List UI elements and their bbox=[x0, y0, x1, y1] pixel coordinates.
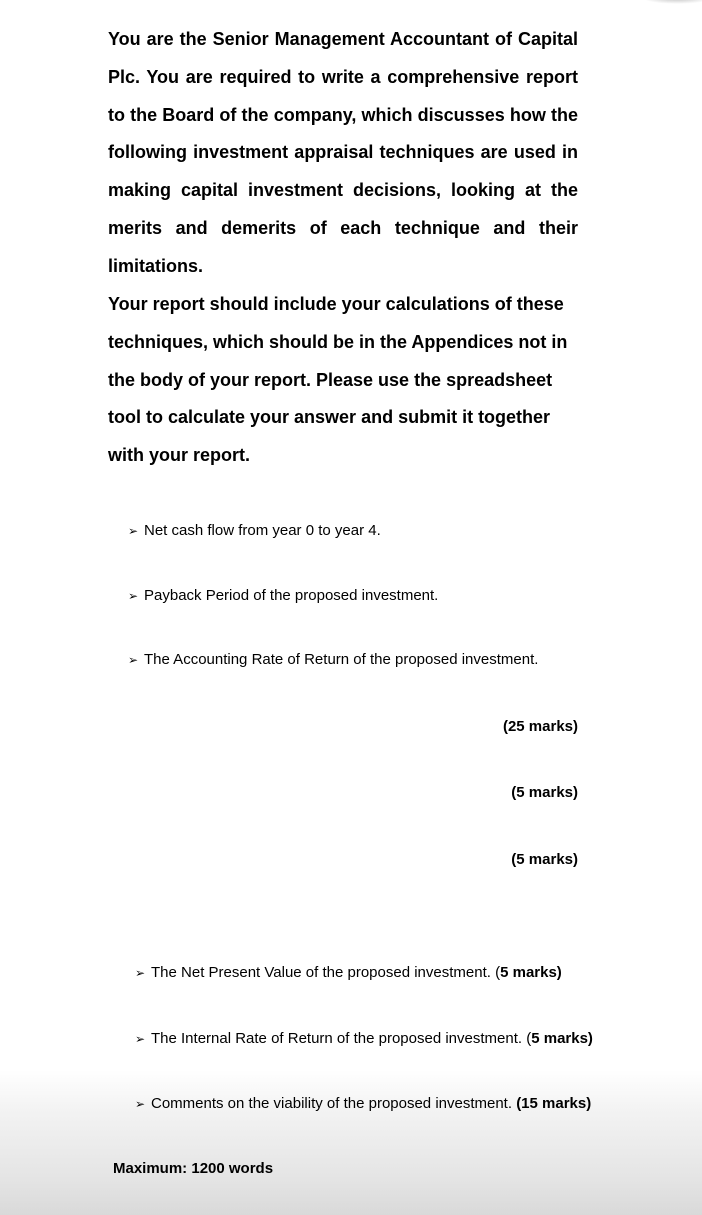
arrow-bullet-icon: ➢ bbox=[128, 524, 139, 538]
bullet-net-cash-flow bbox=[128, 522, 381, 540]
marks-accounting-rate-of-return: (5 marks) bbox=[511, 851, 578, 868]
marks-payback-period: (5 marks) bbox=[511, 784, 578, 801]
bullet-text: The Net Present Value of the proposed investment. ( bbox=[151, 964, 501, 981]
bullet-text: Net cash flow from year 0 to year 4. bbox=[144, 522, 381, 539]
arrow-bullet-icon: ➢ bbox=[135, 966, 146, 980]
arrow-bullet-icon: ➢ bbox=[128, 653, 139, 667]
bullet-viability-comments bbox=[135, 1095, 591, 1113]
bullet-net-present-value bbox=[135, 964, 562, 982]
bullet-marks: 5 marks) bbox=[531, 1030, 593, 1047]
bullet-internal-rate-of-return bbox=[135, 1030, 593, 1048]
bullet-text: The Internal Rate of Return of the proposed investment. ( bbox=[151, 1030, 532, 1047]
arrow-bullet-icon: ➢ bbox=[128, 589, 139, 603]
bullet-text: Comments on the viability of the proposed investment. bbox=[151, 1095, 517, 1112]
arrow-bullet-icon: ➢ bbox=[135, 1032, 146, 1046]
arrow-bullet-icon: ➢ bbox=[135, 1097, 146, 1111]
bullet-text: The Accounting Rate of Return of the proposed investment. bbox=[144, 651, 539, 668]
instructions-paragraph: Your report should include your calculations of these techniques, which should be in the Appendices not in the body of your report. Please use the spreadsheet tool to calculate your answer and submit it together with your report. bbox=[108, 294, 568, 466]
bullet-text: Payback Period of the proposed investment. bbox=[144, 587, 439, 604]
maximum-words-note: Maximum: 1200 words bbox=[113, 1160, 274, 1177]
marks-net-cash-flow: (25 marks) bbox=[502, 718, 578, 735]
bullet-payback-period bbox=[128, 587, 438, 605]
bullet-marks: (15 marks) bbox=[516, 1095, 592, 1112]
intro-paragraph: You are the Senior Management Accountant of Capital Plc. You are required to write a comprehensive report to the Board of the company, which discusses how the following investment appraisal techniques are used in making capital investment decisions, looking at the merits and demerits of each technique and their limitations. bbox=[108, 29, 578, 276]
bullet-accounting-rate-of-return bbox=[128, 651, 538, 669]
bullet-marks: 5 marks) bbox=[500, 964, 562, 981]
